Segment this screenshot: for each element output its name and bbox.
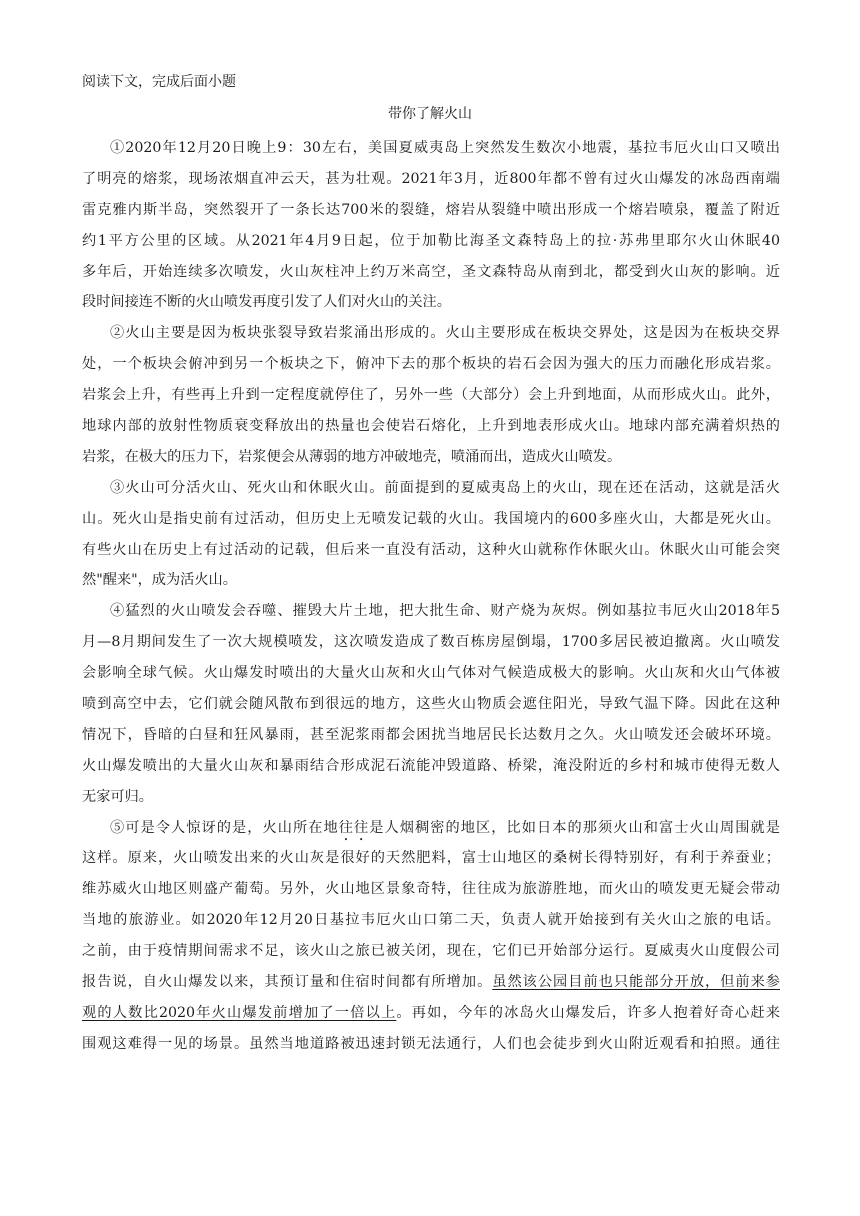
text-line: 然"醒来"，成为活火山。 xyxy=(82,572,237,589)
paragraph-p1 xyxy=(82,133,780,318)
paragraph-p5 xyxy=(82,813,780,1060)
text-line: 当地的旅游业。如2020年12月20日基拉韦厄火山口第二天，负责人就开始接到有关火山之旅的电话。 xyxy=(82,912,780,929)
text-line: 维苏威火山地区则盛产葡萄。另外，火山地区景象奇特，往往成为旅游胜地，而火山的喷发更无疑会带动 xyxy=(82,881,780,898)
text-line: 地球内部的放射性物质衰变释放出的热量也会使岩石熔化，上升到地表形成火山。地球内部充满着炽热的 xyxy=(82,418,780,435)
text-line: 情况下，昏暗的白昼和狂风暴雨，甚至泥浆雨都会困扰当地居民长达数月之久。火山喷发还会破坏环境。 xyxy=(82,726,780,743)
text-line: 火山爆发喷出的大量火山灰和暴雨结合形成泥石流能冲毁道路、桥梁，淹没附近的乡村和城市使得无数人 xyxy=(82,757,780,774)
text-line: 之前，由于疫情期间需求不足，该火山之旅已被关闭，现在，它们已开始部分运行。夏威夷火山度假公司 xyxy=(82,943,780,960)
text-line: 段时间接连不断的火山喷发再度引发了人们对火山的关注。 xyxy=(82,294,451,311)
text-line: 月—8月期间发生了一次大规模喷发，这次喷发造成了数百栋房屋倒塌，1700多居民被迫撤离。火山喷发 xyxy=(82,634,780,651)
paragraph-p2 xyxy=(82,318,780,472)
text-line: 会影响全球气候。火山爆发时喷出的大量火山灰和火山气体对气候造成极大的影响。火山灰和火山气体被 xyxy=(82,665,780,682)
text-line: 雷克雅内斯半岛，突然裂开了一条长达700米的裂缝，熔岩从裂缝中喷出形成一个熔岩喷泉，覆盖了附近 xyxy=(82,201,780,218)
text-line: 岩浆，在极大的压力下，岩浆便会从薄弱的地方冲破地壳，喷涌而出，造成火山喷发。 xyxy=(82,448,622,465)
text-line: ②火山主要是因为板块张裂导致岩浆涌出形成的。火山主要形成在板块交界处，这是因为在板块交界 xyxy=(110,325,780,342)
instruction-text: 阅读下文，完成后面小题 xyxy=(82,74,236,90)
article-body xyxy=(82,133,780,1060)
text-line: ④猛烈的火山喷发会吞噬、摧毁大片土地，把大批生命、财产烧为灰烬。例如基拉韦厄火山2018年5 xyxy=(110,603,780,620)
text-line: 约1平方公里的区域。从2021年4月9日起，位于加勒比海圣文森特岛上的拉·苏弗里耶尔火山休眠40 xyxy=(82,232,780,249)
article-title: 带你了解火山 xyxy=(388,106,472,122)
text-line: 岩浆会上升，有些再上升到一定程度就停住了，另外一些（大部分）会上升到地面，从而形成火山。此外， xyxy=(82,387,780,404)
text-line: 无家可归。 xyxy=(82,788,153,805)
text-line: ⑤可是令人惊讶的是，火山所在地往往是人烟稠密的地区，比如日本的那须火山和富士火山周围就是 xyxy=(110,819,780,836)
text-line: 有些火山在历史上有过活动的记载，但后来一直没有活动，这种火山就称作休眠火山。休眠火山可能会突 xyxy=(82,541,780,558)
emphasis-dots: 往往 xyxy=(338,819,370,836)
text-line: 多年后，开始连续多次喷发，火山灰柱冲上约万米高空，圣文森特岛从南到北，都受到火山灰的影响。近 xyxy=(82,263,780,280)
text-line: 了明亮的熔浆，现场浓烟直冲云天，甚为壮观。2021年3月，近800年都不曾有过火山爆发的冰岛西南端 xyxy=(82,170,780,187)
text-line: 这样。原来，火山喷发出来的火山灰是很好的天然肥料，富士山地区的桑树长得特别好，有利于养蚕业； xyxy=(82,850,780,867)
text-line: 喷到高空中去，它们就会随风散布到很远的地方，这些火山物质会遮住阳光，导致气温下降。因此在这种 xyxy=(82,696,780,713)
underlined-sentence: 虽然该公园目前也只能部分开放，但前来参 xyxy=(492,974,780,991)
paragraph-p4 xyxy=(82,596,780,812)
text-line: 报告说，自火山爆发以来，其预订量和住宿时间都有所增加。虽然该公园目前也只能部分开放，但前来参 xyxy=(82,974,780,991)
text-line: 处，一个板块会俯冲到另一个板块之下，俯冲下去的那个板块的岩石会因为强大的压力而融化形成岩浆。 xyxy=(82,356,780,373)
text-line: ③火山可分活火山、死火山和休眠火山。前面提到的夏威夷岛上的火山，现在还在活动，这就是活火 xyxy=(110,479,780,496)
text-line: ①2020年12月20日晚上9：30左右，美国夏威夷岛上突然发生数次小地震，基拉韦厄火山口又喷出 xyxy=(110,140,780,156)
paragraph-p3 xyxy=(82,473,780,597)
text-line: 山。死火山是指史前有过活动，但历史上无喷发记载的火山。我国境内的600多座火山，大都是死火山。 xyxy=(82,510,780,527)
text-line: 观的人数比2020年火山爆发前增加了一倍以上。再如，今年的冰岛火山爆发后，许多人抱着好奇心赶来 xyxy=(82,1004,780,1021)
underlined-sentence: 观的人数比2020年火山爆发前增加了一倍以上 xyxy=(82,1004,397,1021)
text-line: 围观这难得一见的场景。虽然当地道路被迅速封锁无法通行，人们也会徒步到火山附近观看和拍照。通往 xyxy=(82,1035,780,1052)
